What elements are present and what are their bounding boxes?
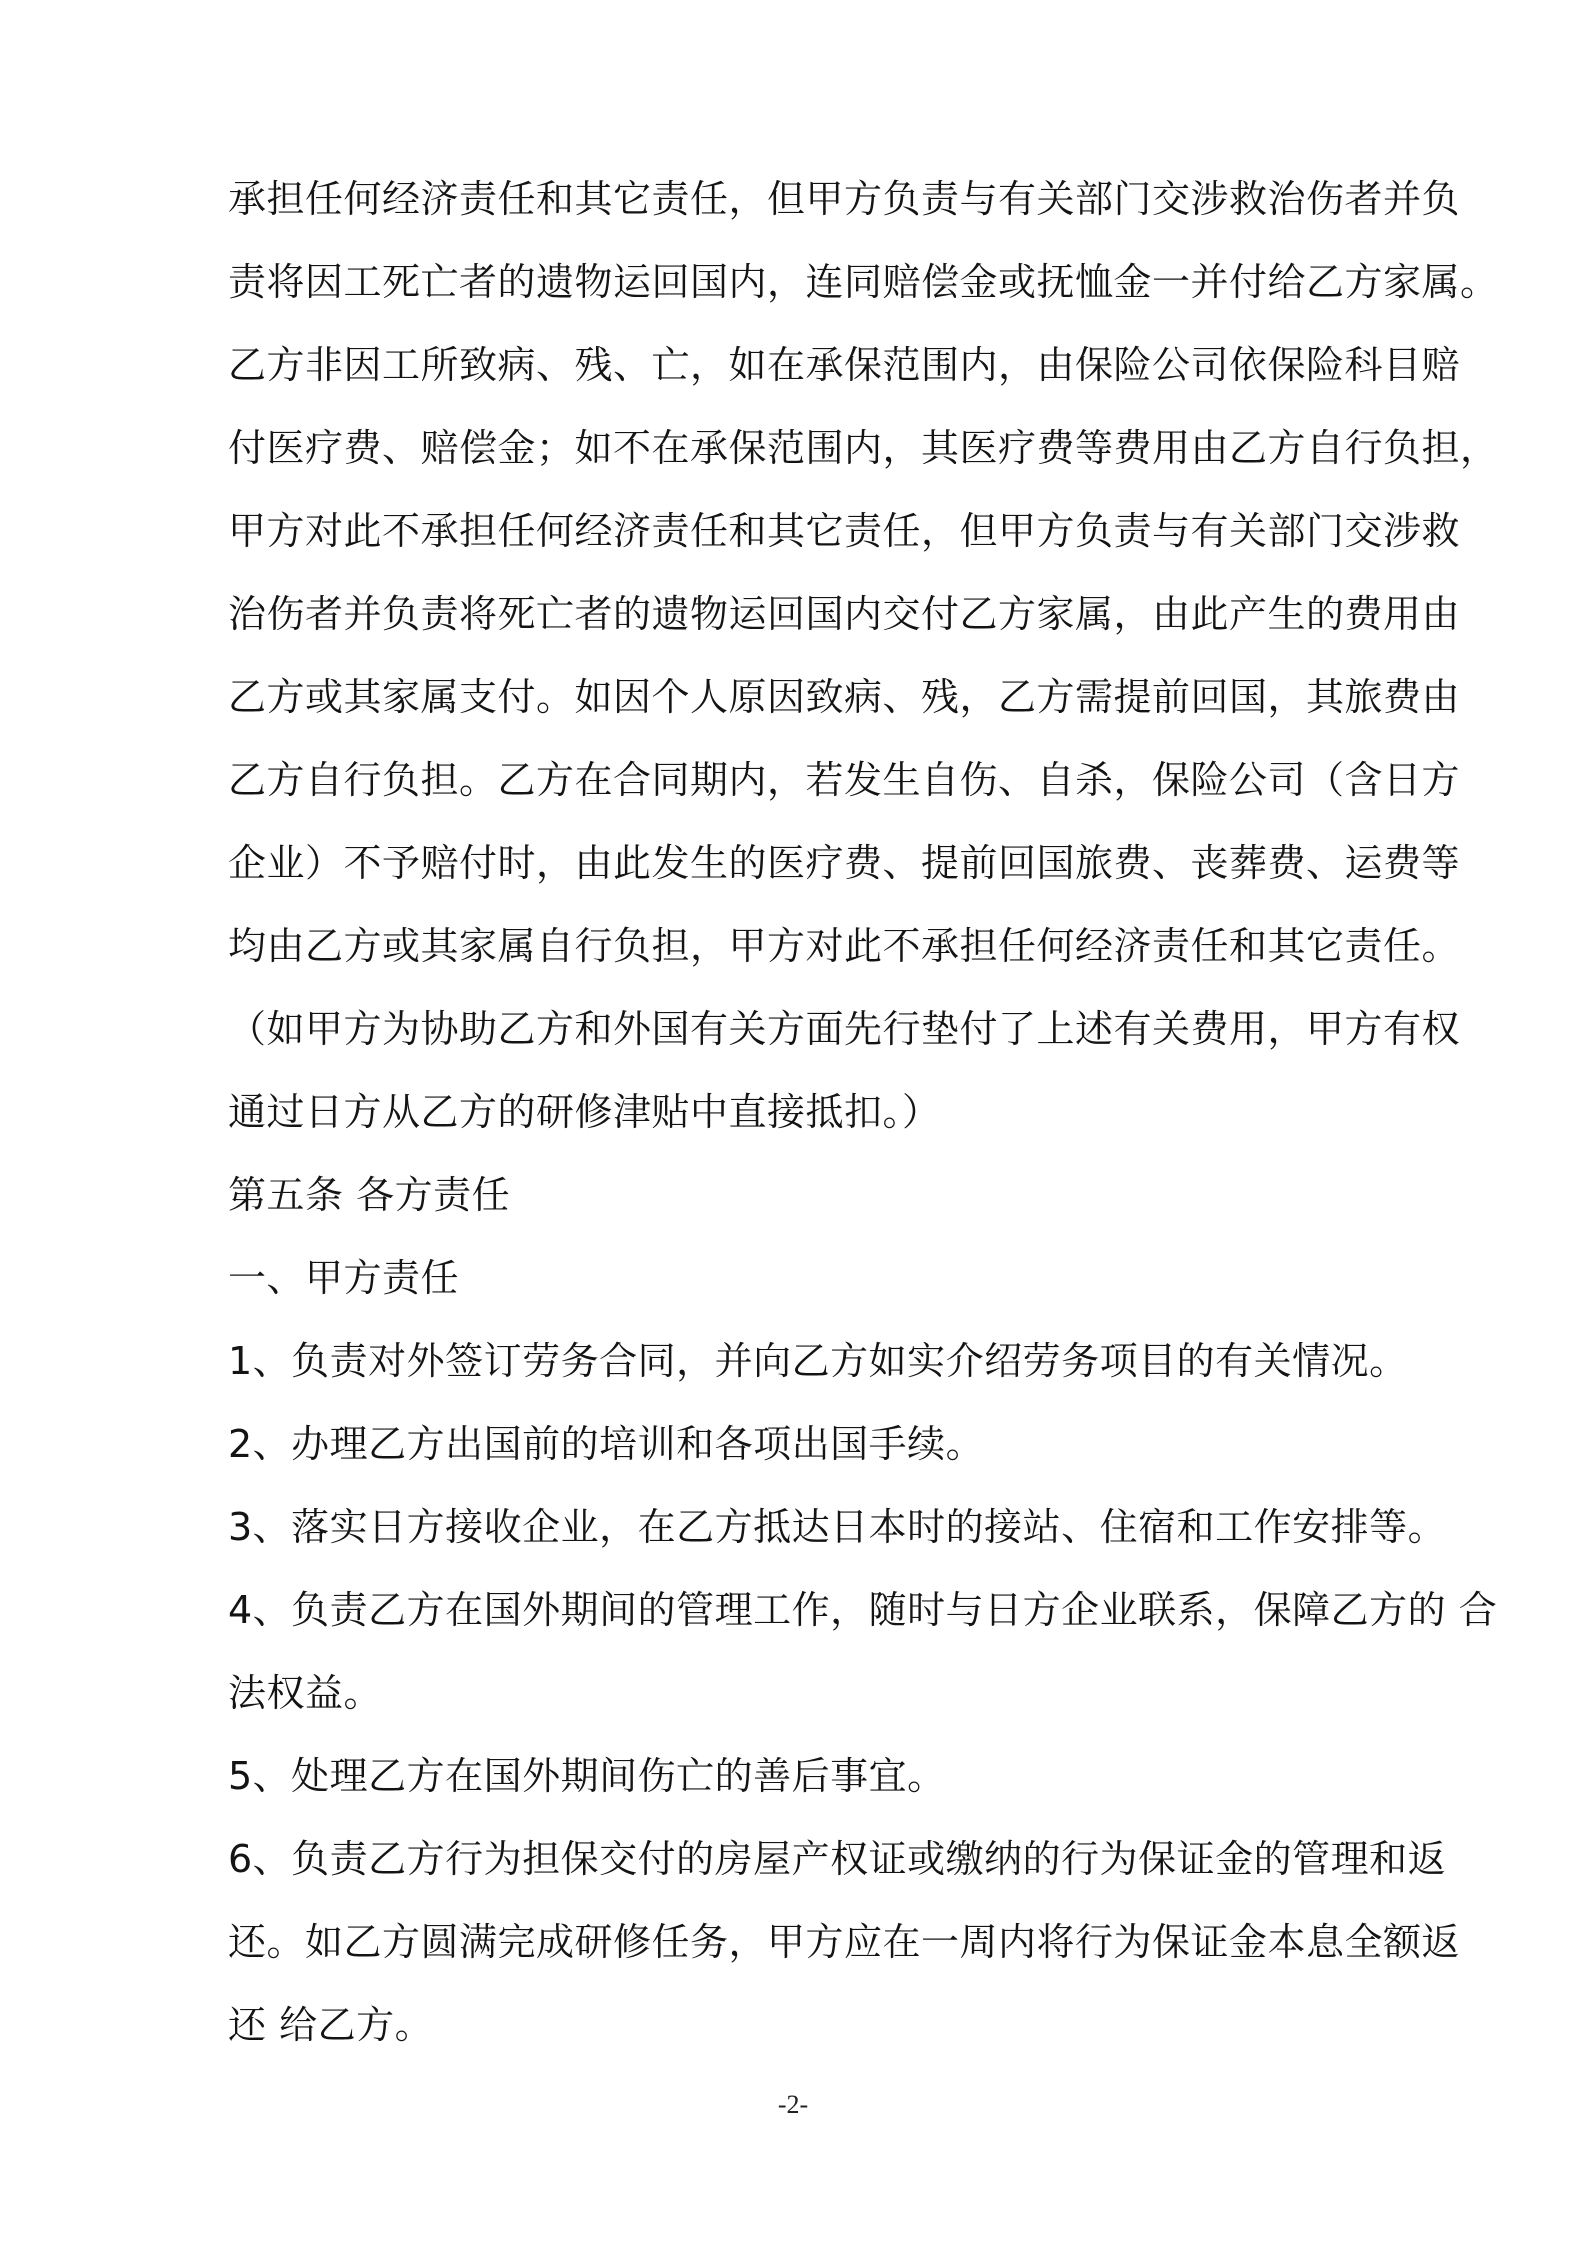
text-line: 通过日方从乙方的研修津贴中直接抵扣。） [228,1090,941,1134]
list-item: 2、办理乙方出国前的培训和各项出国手续。 [228,1422,985,1466]
list-item: 1、负责对外签订劳务合同，并向乙方如实介绍劳务项目的有关情况。 [228,1339,1408,1383]
text-line: 乙方或其家属支付。如因个人原因致病、残，乙方需提前回国，其旅费由 [228,675,1461,719]
text-line: 治伤者并负责将死亡者的遗物运回国内交付乙方家属，由此产生的费用由 [228,592,1461,636]
list-item: 6、负责乙方行为担保交付的房屋产权证或缴纳的行为保证金的管理和返 [228,1837,1447,1881]
list-item: 4、负责乙方在国外期间的管理工作，随时与日方企业联系，保障乙方的 合 [228,1588,1498,1632]
document-body [228,158,1499,2067]
section-heading: 第五条 各方责任 [228,1173,511,1217]
text-line: 付医疗费、赔偿金；如不在承保范围内，其医疗费等费用由乙方自行负担， [228,426,1499,470]
text-line: 均由乙方或其家属自行负担，甲方对此不承担任何经济责任和其它责任。 [228,924,1461,968]
text-line: 承担任何经济责任和其它责任，但甲方负责与有关部门交涉救治伤者并负 [228,177,1461,221]
text-line: 责将因工死亡者的遗物运回国内，连同赔偿金或抚恤金一并付给乙方家属。 [228,260,1499,304]
text-line: （如甲方为协助乙方和外国有关方面先行垫付了上述有关费用，甲方有权 [228,1007,1461,1051]
list-item-continuation: 还 给乙方。 [228,2003,434,2047]
list-item-continuation: 还。如乙方圆满完成研修任务，甲方应在一周内将行为保证金本息全额返 [228,1920,1461,1964]
page-number: -2- [777,2090,809,2119]
list-item-continuation: 法权益。 [228,1671,383,1715]
list-item: 3、落实日方接收企业，在乙方抵达日本时的接站、住宿和工作安排等。 [228,1505,1447,1549]
text-line: 乙方自行负担。乙方在合同期内，若发生自伤、自杀，保险公司（含日方 [228,758,1461,802]
subsection-heading: 一、甲方责任 [228,1256,460,1300]
text-line: 甲方对此不承担任何经济责任和其它责任，但甲方负责与有关部门交涉救 [228,509,1461,553]
text-line: 乙方非因工所致病、残、亡，如在承保范围内，由保险公司依保险科目赔 [228,343,1461,387]
text-line: 企业）不予赔付时，由此发生的医疗费、提前回国旅费、丧葬费、运费等 [228,841,1461,885]
list-item: 5、处理乙方在国外期间伤亡的善后事宜。 [228,1754,946,1798]
